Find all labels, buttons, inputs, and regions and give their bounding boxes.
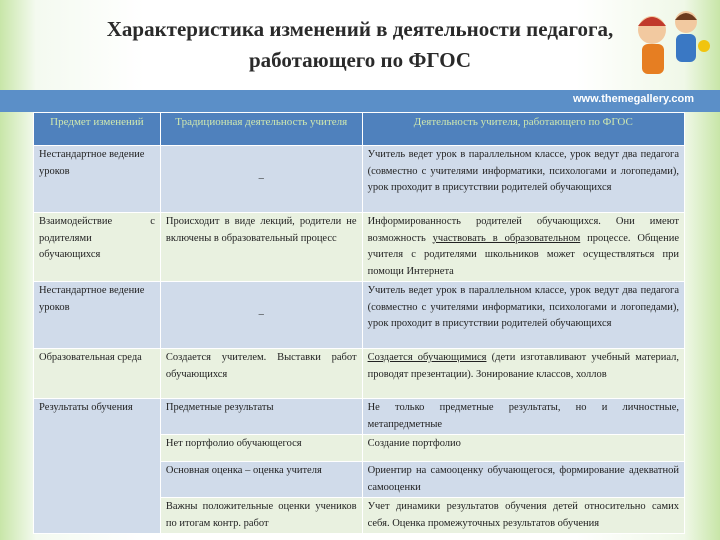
cell-fgos — [362, 349, 684, 399]
cell-subject: Результаты обучения — [34, 399, 161, 534]
underlined-text: Создается обучающимися — [367, 352, 487, 363]
table-row — [34, 349, 685, 399]
header-fgos: Деятельность учителя, работающего по ФГОС — [362, 113, 684, 146]
cell-traditional: Предметные результаты — [160, 399, 362, 435]
cell-fgos: Учитель ведет урок в параллельном классе, урок ведут два педагога (совместно с учителями информатики, психологами и логопедами), урок проходит в присутствии родителей обучающихся — [362, 282, 684, 349]
header-subject: Предмет изменений — [34, 113, 161, 146]
table-row — [34, 282, 685, 349]
cell-fgos: Учитель ведет урок в параллельном классе, урок ведут два педагога (совместно с учителями информатики, психологами и логопедами), урок проходит в присутствии родителей обучающихся — [362, 146, 684, 213]
cell-traditional: Основная оценка – оценка учителя — [160, 462, 362, 498]
site-url: www.themegallery.com — [572, 93, 694, 105]
table-row — [34, 213, 685, 282]
cell-traditional: Важны положительные оценки учеников по итогам контр. работ — [160, 498, 362, 534]
cell-fgos: Учет динамики результатов обучения детей относительно самих себя. Оценка промежуточных результатов обучения — [362, 498, 684, 534]
underlined-text: участвовать в образовательном — [432, 232, 581, 244]
text: (дети изготавливают учебный материал, проводят презентации). Зонирование классов, холлов — [367, 352, 679, 380]
text: Информированность родителей обучающихся. Они имеют возможность — [367, 216, 679, 244]
cell-traditional: Нет портфолио обучающегося — [160, 435, 362, 462]
cell-fgos: Ориентир на самооценку обучающегося, формирование адекватной самооценки — [362, 462, 684, 498]
title-line-1: Характеристика изменений в деятельности педагога, — [106, 17, 614, 41]
table-row — [34, 146, 685, 213]
table-header-row — [34, 113, 685, 146]
cell-fgos: Не только предметные результаты, но и личностные, метапредметные — [362, 399, 684, 435]
comparison-table — [33, 112, 685, 534]
title-line-2: работающего по ФГОС — [248, 48, 472, 72]
header-traditional: Традиционная деятельность учителя — [160, 113, 362, 146]
page-title — [40, 14, 680, 76]
text: процессе. Общение учителя с родителями школьников может осуществляться при помощи Интернета — [367, 232, 679, 277]
cell-subject: Нестандартное ведение уроков — [34, 146, 161, 213]
cell-fgos — [362, 213, 684, 282]
cell-subject: Взаимодействие с родителями обучающихся — [34, 213, 161, 282]
children-illustration-icon — [612, 0, 712, 88]
cell-traditional: – — [160, 146, 362, 213]
cell-traditional: Происходит в виде лекций, родители не включены в образовательный процесс — [160, 213, 362, 282]
cell-traditional: Создается учителем. Выставки работ обучающихся — [160, 349, 362, 399]
cell-subject: Нестандартное ведение уроков — [34, 282, 161, 349]
cell-fgos: Создание портфолио — [362, 435, 684, 462]
cell-subject: Образовательная среда — [34, 349, 161, 399]
table-row — [34, 399, 685, 435]
cell-traditional: – — [160, 282, 362, 349]
